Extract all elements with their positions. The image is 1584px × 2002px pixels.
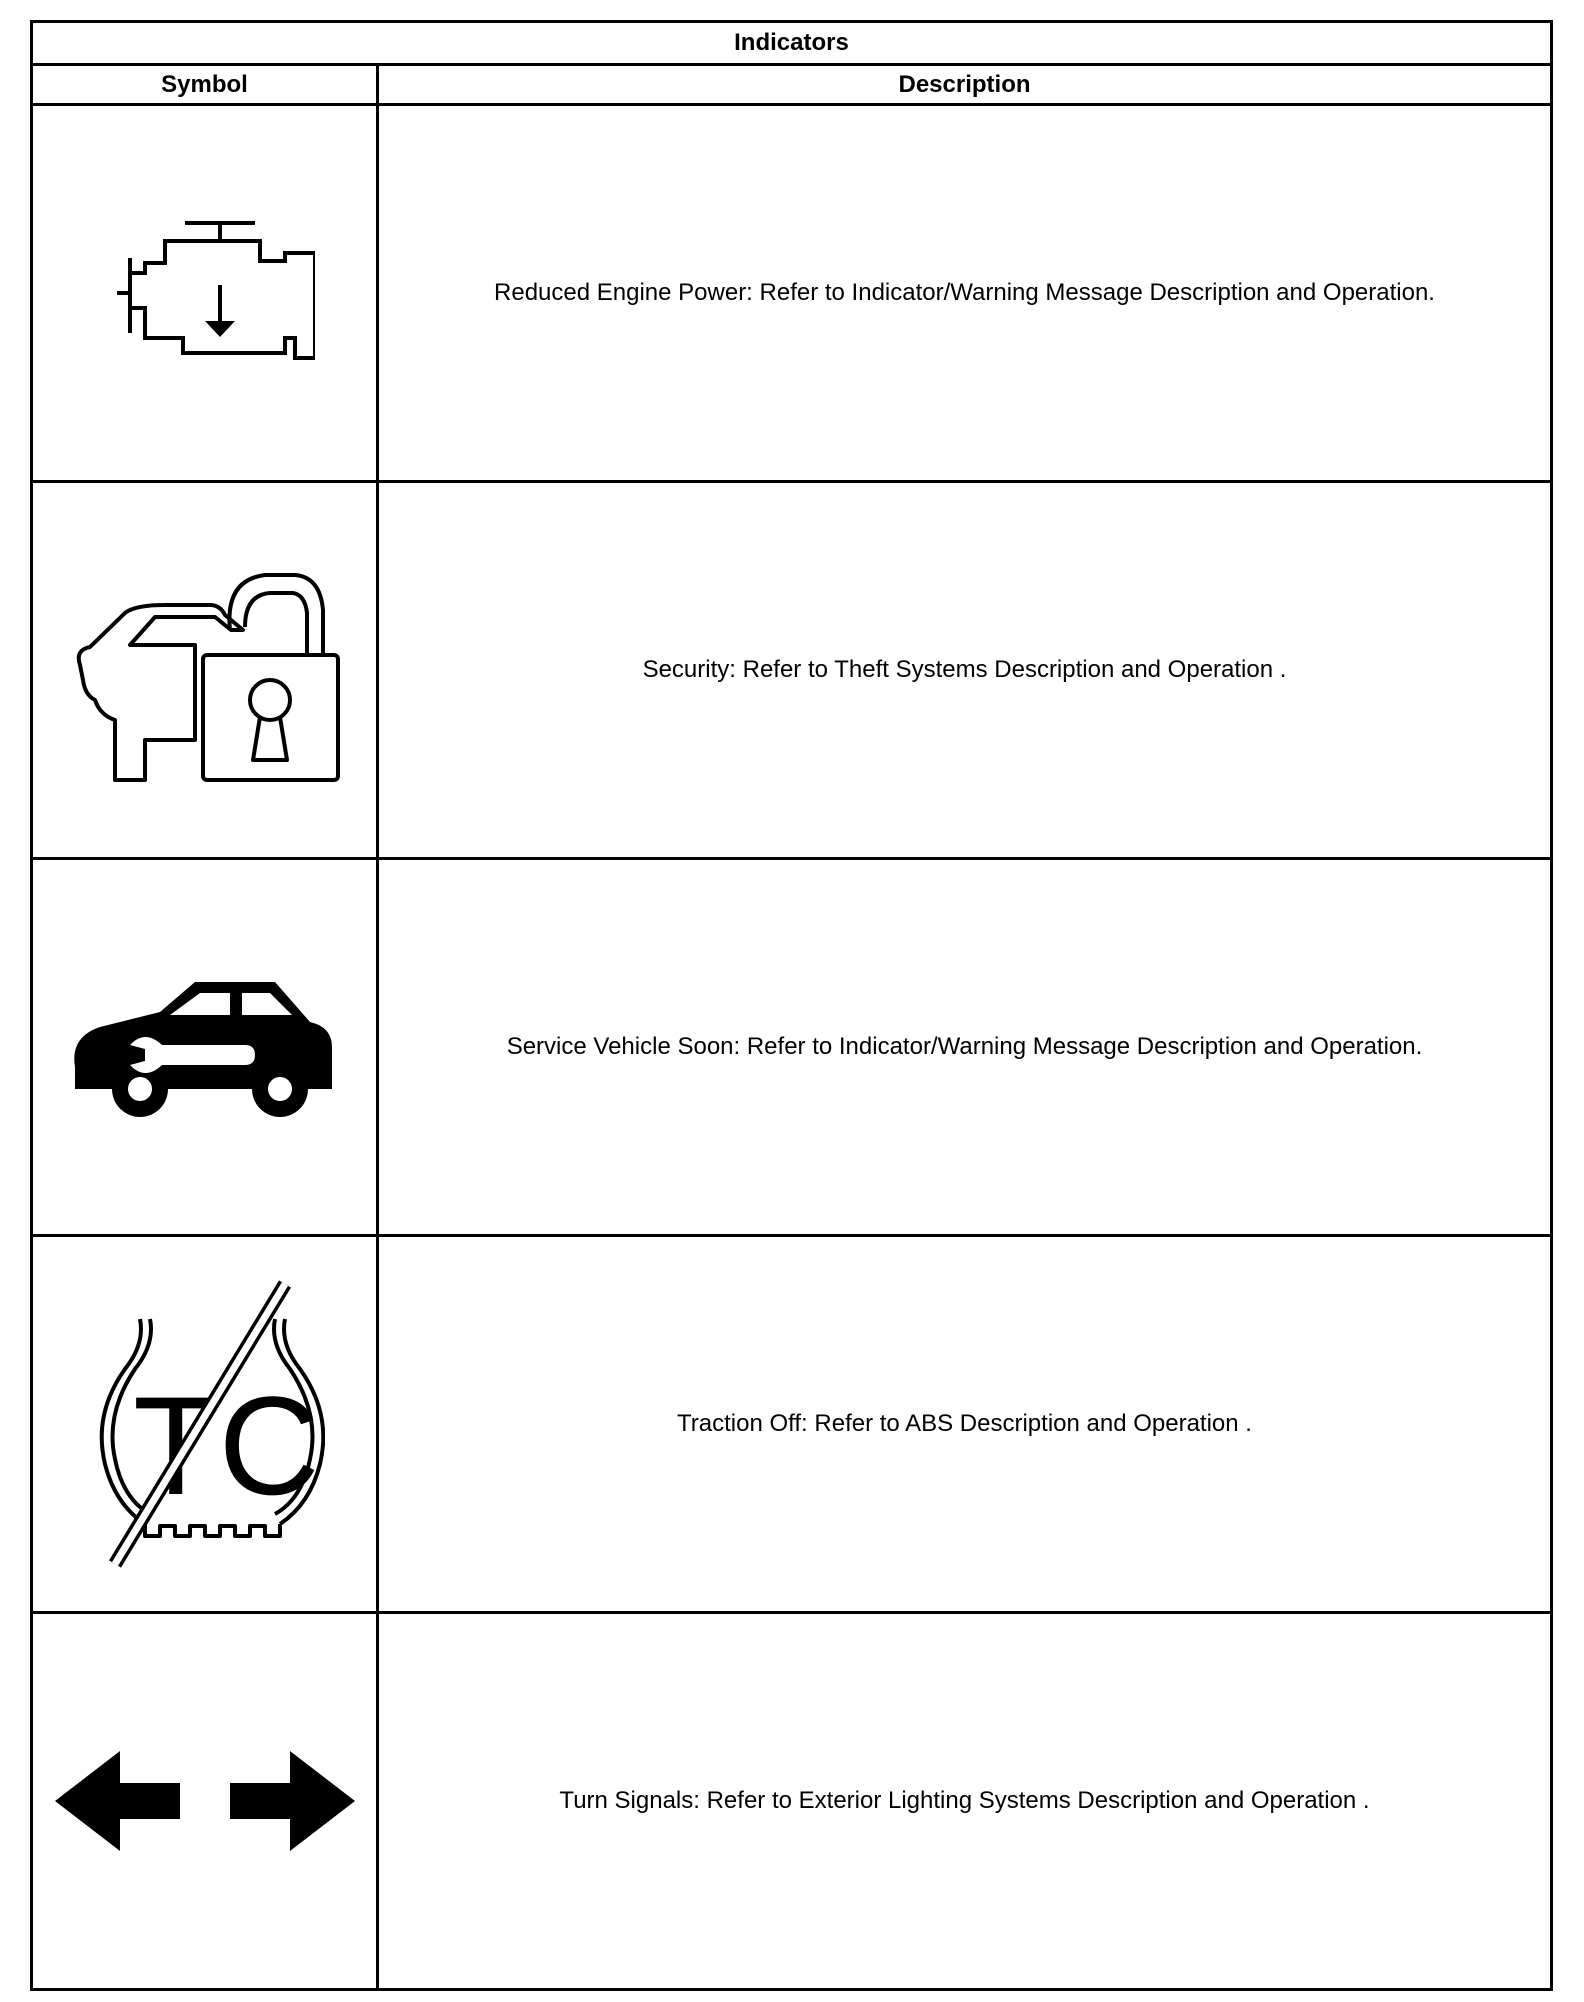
symbol-cell bbox=[32, 859, 378, 1236]
turn-signals-icon bbox=[55, 1751, 355, 1851]
description-cell: Reduced Engine Power: Refer to Indicator/Warning Message Description and Operation. bbox=[378, 105, 1552, 482]
traction-off-icon bbox=[85, 1274, 325, 1574]
description-cell: Traction Off: Refer to ABS Description and Operation . bbox=[378, 1236, 1552, 1613]
symbol-cell bbox=[32, 482, 378, 859]
symbol-cell bbox=[32, 1236, 378, 1613]
right-arrow-icon bbox=[230, 1751, 355, 1851]
reduced-engine-power-icon bbox=[95, 213, 315, 373]
table-row bbox=[32, 1236, 1552, 1613]
service-vehicle-icon bbox=[70, 977, 340, 1117]
security-lock-icon bbox=[55, 555, 355, 785]
symbol-header: Symbol bbox=[32, 65, 378, 105]
description-cell: Turn Signals: Refer to Exterior Lighting Systems Description and Operation . bbox=[378, 1613, 1552, 1990]
table-row bbox=[32, 859, 1552, 1236]
symbol-cell bbox=[32, 105, 378, 482]
indicators-table bbox=[30, 20, 1553, 1991]
description-header: Description bbox=[378, 65, 1552, 105]
table-row bbox=[32, 1613, 1552, 1990]
table-title: Indicators bbox=[32, 22, 1552, 65]
description-cell: Service Vehicle Soon: Refer to Indicator/Warning Message Description and Operation. bbox=[378, 859, 1552, 1236]
symbol-cell bbox=[32, 1613, 378, 1990]
svg-text:TC: TC bbox=[132, 1367, 320, 1524]
table-row bbox=[32, 105, 1552, 482]
table-row bbox=[32, 482, 1552, 859]
left-arrow-icon bbox=[55, 1751, 180, 1851]
description-cell: Security: Refer to Theft Systems Description and Operation . bbox=[378, 482, 1552, 859]
